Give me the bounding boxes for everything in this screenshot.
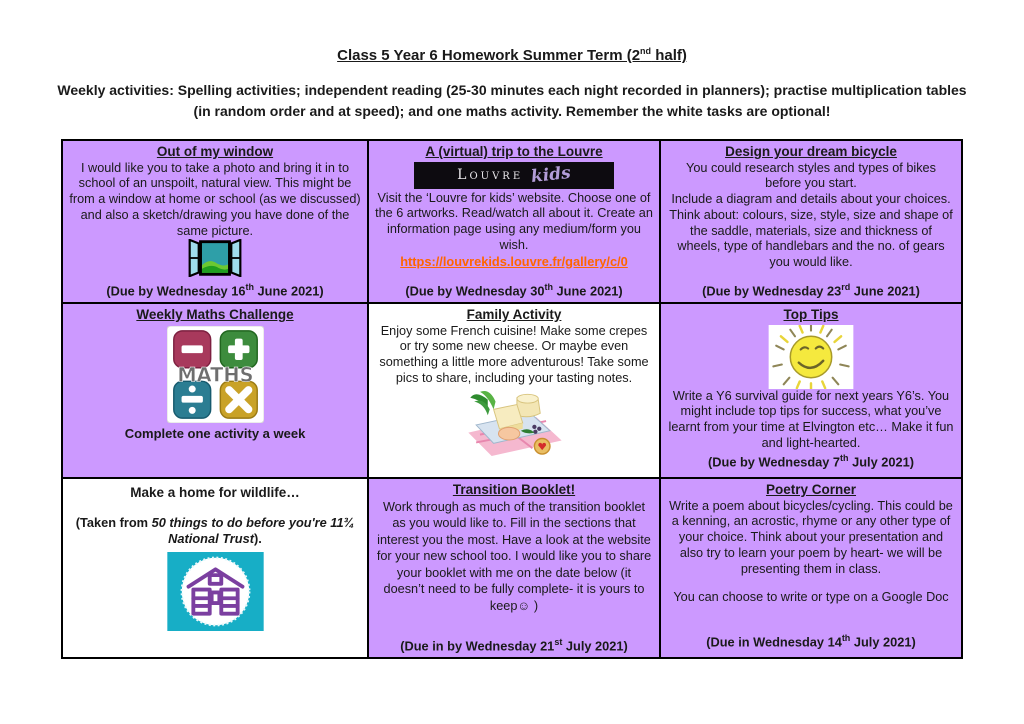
maths-note: Complete one activity a week [124, 425, 306, 441]
due-text-end: July 2021) [562, 638, 628, 654]
open-window-icon [187, 239, 243, 277]
kids-logo-text: kids [530, 163, 572, 188]
due-text: (Due by Wednesday 7 [708, 453, 841, 469]
due-text-end: June 2021) [552, 283, 623, 299]
due-text-end: July 2021) [850, 634, 916, 650]
cell-title: Family Activity [466, 307, 562, 322]
cell-transition-booklet [368, 478, 660, 658]
due-date [706, 633, 916, 651]
cell-body: You can choose to write or type on a Google Doc [673, 590, 949, 605]
due-text-end: June 2021) [850, 283, 920, 299]
due-text: (Due in Wednesday 14 [706, 634, 842, 650]
due-text: (Due in by Wednesday 21 [400, 638, 555, 654]
due-date [405, 282, 622, 300]
due-text: (Due by Wednesday 16 [106, 283, 246, 299]
title-text: Class 5 Year 6 Homework Summer Term (2 [337, 47, 641, 64]
due-text: (Due by Wednesday 30 [405, 283, 545, 299]
cell-body: I would like you to take a photo and bring it in to school of an unspoilt, natural view. This might be from a window at home or school (as we discussed) and also a sketch/drawing you have done of the same picture. [69, 160, 361, 238]
cell-title: Make a home for wildlife… [130, 485, 300, 500]
louvre-kids-logo [414, 162, 614, 189]
due-ordinal: th [840, 452, 849, 463]
maths-tiles-icon [167, 326, 264, 423]
cell-title: Out of my window [156, 144, 274, 159]
weekly-activities-note: Weekly activities: Spelling activities; independent reading (25-30 minutes each night recorded in planners); practise multiplication tables (in random order and at speed); and one maths activity. Remember the white tasks are optional! [57, 82, 967, 119]
due-ordinal: st [554, 637, 563, 648]
due-date [400, 637, 628, 655]
cell-body [69, 515, 361, 548]
smiling-sun-icon [768, 325, 854, 389]
cell-out-of-my-window [62, 140, 368, 303]
due-date [702, 282, 920, 300]
cell-weekly-maths [62, 303, 368, 478]
due-text: (Due by Wednesday 23 [702, 283, 842, 299]
cell-poetry-corner [660, 478, 962, 658]
cell-body: Visit the ‘Louvre for kids’ website. Choose one of the 6 artworks. Read/watch all about it. Create an information page using any medium/form you wish. [375, 190, 653, 252]
cell-louvre-trip [368, 140, 660, 303]
title-text-end: half) [651, 47, 687, 64]
cheese-platter-image [460, 388, 568, 456]
cell-title: Design your dream bicycle [725, 144, 897, 159]
cell-title: Top Tips [783, 307, 839, 322]
due-text-end: July 2021) [848, 453, 914, 469]
cell-dream-bicycle [660, 140, 962, 303]
due-ordinal: th [841, 633, 851, 644]
maths-label: MATHS [176, 362, 254, 386]
cell-title: Poetry Corner [765, 482, 857, 497]
note-text: (Taken from [75, 514, 152, 530]
book-title-text: 50 things to do before you're 11¾ National Trust [151, 514, 355, 547]
page-title [0, 0, 1024, 64]
cell-top-tips [660, 303, 962, 478]
due-ordinal: th [245, 282, 254, 293]
due-date [106, 282, 323, 300]
cell-body: You could research styles and types of bikes before you start. [686, 160, 936, 191]
cell-title: A (virtual) trip to the Louvre [425, 144, 603, 159]
cell-family-activity [368, 303, 660, 478]
due-ordinal: rd [841, 282, 851, 293]
louvre-kids-link[interactable]: https://louvrekids.louvre.fr/gallery/c/0 [400, 253, 628, 269]
cell-body: Work through as much of the transition booklet as you would like to. Fill in the sections that interest you the most. Have a look at the website for your new school too. I would like you to share your booklet with me on the date below (it doesn’t need to be fully complete- it is yours to keep☺ ) [376, 499, 652, 613]
title-ordinal: nd [640, 46, 652, 56]
louvre-logo-text: Louvre [457, 167, 524, 184]
homework-table [61, 139, 963, 659]
bug-hotel-icon [167, 552, 264, 631]
due-text-end: June 2021) [253, 283, 324, 299]
cell-body: Include a diagram and details about your choices. Think about: colours, size, style, size and shape of the saddle, materials, size and thickness of wheels, type of handlebars and the no. of gears you would like. [669, 192, 953, 270]
due-date [708, 453, 914, 471]
note-text-end: ). [253, 531, 262, 547]
due-ordinal: th [544, 282, 553, 293]
cell-body: Write a Y6 survival guide for next years Y6’s. You might include top tips for success, what you’ve learnt from your time at Elvington etc… Make it fun and light-hearted. [668, 388, 954, 450]
cell-body: Enjoy some French cuisine! Make some crepes or try some new cheese. Or maybe even something a little more adventurous! Take some pics to share, including your tasting notes. [379, 323, 649, 385]
cell-title: Transition Booklet! [452, 482, 576, 497]
cell-make-home-wildlife [62, 478, 368, 658]
cell-title: Weekly Maths Challenge [136, 307, 294, 322]
cell-body: Write a poem about bicycles/cycling. This could be a kenning, an acrostic, rhyme or any other type of your choice. Think about your presentation and also try to learn your poem by heart- we will be presenting them in class. [669, 498, 953, 576]
